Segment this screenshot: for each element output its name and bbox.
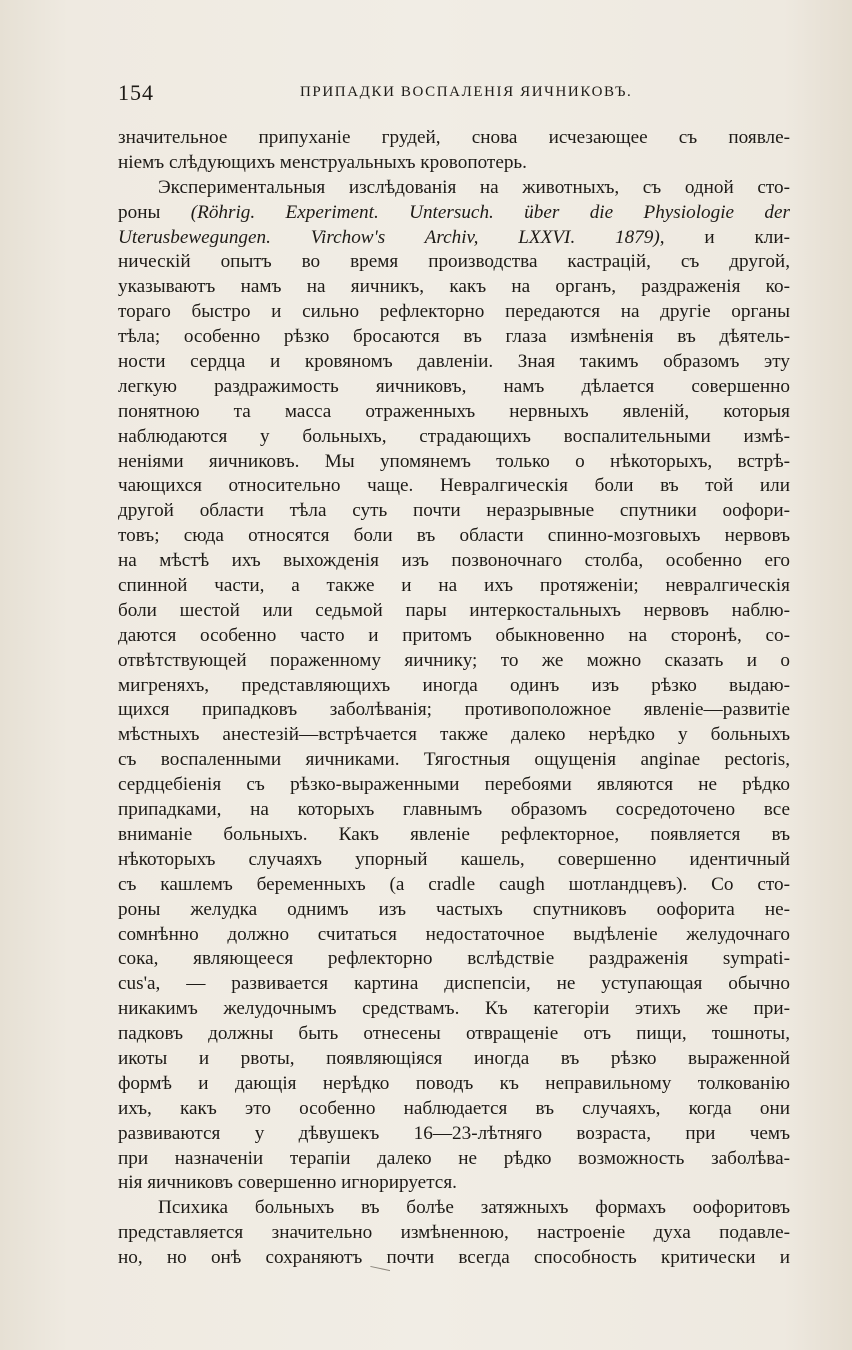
- text-line: значительное припуханіе грудей, снова исчезающее съ появле-: [118, 127, 790, 148]
- text-line: на мѣстѣ ихъ выхожденія изъ позвоночнаго столба, особенно его: [118, 550, 790, 572]
- text-line: щихся припадковъ заболѣванія; противоположное явленіе—развитіе: [118, 699, 790, 721]
- text-line: ихъ, какъ это особенно наблюдается въ случаяхъ, когда они: [118, 1097, 790, 1119]
- text-line: икоты и рвоты, появляющіяся иногда въ рѣзко выраженной: [118, 1047, 790, 1069]
- text-line: никакимъ желудочнымъ средствамъ. Къ категоріи этихъ же при-: [118, 998, 790, 1020]
- text-line: наблюдаются у больныхъ, страдающихъ воспалительными измѣ-: [118, 425, 790, 447]
- text-line: съ воспаленными яичниками. Тягостныя ощущенія anginae pectoris,: [118, 749, 790, 771]
- citation-line: Uterusbewegungen. Virchow's Archiv, LXXVI. 1879), и кли-: [118, 226, 790, 248]
- text-line: указываютъ намъ на яичникъ, какъ на органъ, раздраженія ко-: [118, 276, 790, 298]
- text-line: боли шестой или седьмой пары интеркостальныхъ нервовъ наблю-: [118, 599, 790, 621]
- text-line: ности сердца и кровяномъ давленіи. Зная такимъ образомъ эту: [118, 351, 790, 373]
- text-line: мѣстныхъ анестезій—встрѣчается также далеко нерѣдко у больныхъ: [118, 724, 790, 746]
- text-line: товъ; сюда относятся боли въ области спинно-мозговыхъ нервовъ: [118, 525, 790, 547]
- text-line: спинной части, а также и на ихъ протяженіи; невралгическія: [118, 575, 790, 597]
- text-line: сердцебіенія съ рѣзко-выраженными перебоями являются не рѣдко: [118, 774, 790, 796]
- text-line: cus'а, — развивается картина диспепсіи, не уступающая обычно: [118, 973, 790, 995]
- text-line: роны желудка однимъ изъ частыхъ спутниковъ оофорита не-: [118, 898, 790, 920]
- text-line: припадками, на которыхъ главнымъ образомъ сосредоточено все: [118, 799, 790, 821]
- text-line: легкую раздражимость яичниковъ, намъ дѣлается совершенно: [118, 375, 790, 397]
- paragraph-start-line: Психика больныхъ въ болѣе затяжныхъ формахъ оофоритовъ: [158, 1197, 790, 1219]
- text-line: нѣкоторыхъ случаяхъ упорный кашель, совершенно идентичный: [118, 848, 790, 870]
- text-line: при назначеніи терапіи далеко не рѣдко возможность заболѣва-: [118, 1147, 790, 1169]
- text-line: представляется значительно измѣненною, настроеніе духа подавле-: [118, 1222, 790, 1244]
- running-head: ПРИПАДКИ ВОСПАЛЕНІЯ ЯИЧНИКОВЪ.: [300, 84, 633, 100]
- text-line: сока, являющееся рефлекторно вслѣдствіе раздраженія sympati-: [118, 948, 790, 970]
- text-line: развиваются у дѣвушекъ 16—23-лѣтняго возраста, при чемъ: [118, 1122, 790, 1144]
- text-line: съ кашлемъ беременныхъ (a cradle caugh шотландцевъ). Со сто-: [118, 873, 790, 895]
- text-line: чающихся относительно чаще. Невралгическія боли въ той или: [118, 475, 790, 497]
- text-line: но, но онѣ сохраняютъ почти всегда способность критически и: [118, 1247, 790, 1269]
- body-text: [118, 126, 790, 1271]
- text-line: другой области тѣла суть почти неразрывные спутники оофори-: [118, 500, 790, 522]
- paragraph-start-line: Экспериментальныя изслѣдованія на животныхъ, съ одной сто-: [158, 176, 790, 198]
- text-line: неніями яичниковъ. Мы упомянемъ только о нѣкоторыхъ, встрѣ-: [118, 450, 790, 472]
- text-line: тораго быстро и сильно рефлекторно передаются на другіе органы: [118, 301, 790, 323]
- text-line: нія яичниковъ совершенно игнорируется.: [118, 1172, 457, 1194]
- text-line: даются особенно часто и притомъ обыкновенно на сторонѣ, со-: [118, 624, 790, 646]
- text-line: падковъ должны быть отнесены отвращеніе отъ пищи, тошноты,: [118, 1023, 790, 1045]
- text-line: отвѣтствующей пораженному яичнику; то же можно сказать и о: [118, 649, 790, 671]
- text-line: сомнѣнно должно считаться недостаточное выдѣленіе желудочнаго: [118, 923, 790, 945]
- page-header: [118, 80, 790, 110]
- text-line: понятною та масса отраженныхъ нервныхъ явленій, которыя: [118, 400, 790, 422]
- text-line: вниманіе больныхъ. Какъ явленіе рефлекторное, появляется въ: [118, 823, 790, 845]
- text-line: ническій опытъ во время производства кастрацій, съ другой,: [118, 251, 790, 273]
- text-line: ніемъ слѣдующихъ менструальныхъ кровопотерь.: [118, 151, 527, 173]
- page-number: 154: [118, 80, 154, 105]
- text-line: мигреняхъ, представляющихъ иногда одинъ изъ рѣзко выдаю-: [118, 674, 790, 696]
- text-line: тѣла; особенно рѣзко бросаются въ глаза измѣненія въ дѣятель-: [118, 326, 790, 348]
- citation-line: роны (Röhrig. Experiment. Untersuch. über die Physiologie der: [118, 201, 790, 223]
- text-line: формѣ и дающія нерѣдко поводъ къ неправильному толкованію: [118, 1072, 790, 1094]
